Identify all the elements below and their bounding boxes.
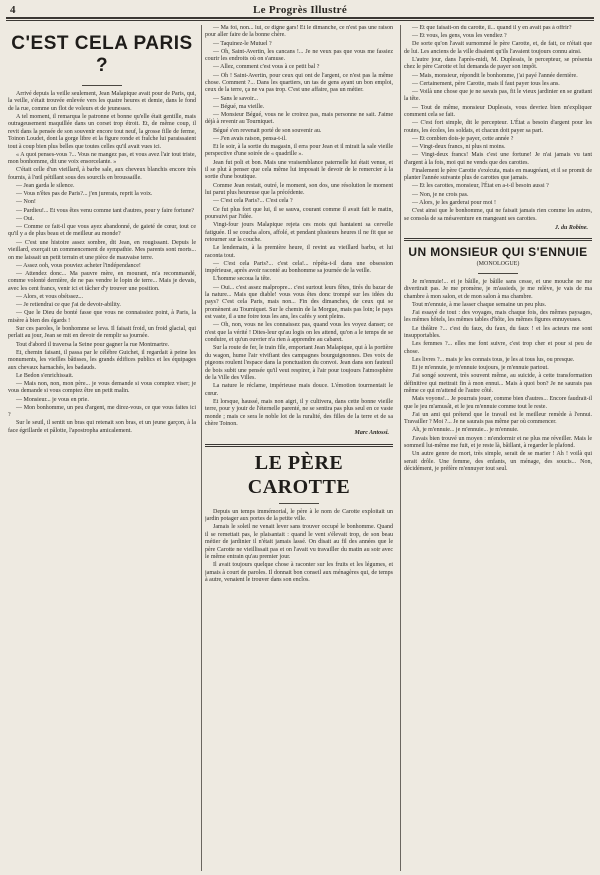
paragraph: Le théâtre ?... c'est du faux, du faux, du faux ! et les acteurs me sont insupportables. (404, 325, 592, 339)
paragraph: Ce fut plus fort que lui, il se sauva, courant comme il avait fait le matin, poursuivi par l'idée. (205, 206, 393, 220)
paragraph: Ah, je m'ennuie... je m'ennuie... je m'ennuie. (412, 427, 519, 434)
paragraph: — J'en avais raison, pensa-t-il. (213, 135, 287, 142)
paragraph: Tout d'abord il traversa la Seine pour gagner la rue Montmartre. (16, 341, 170, 348)
paragraph: — Que le Dieu de bonté fasse que vous ne connaissiez point, à Paris, la misère à bien des égards ! (8, 310, 196, 324)
paragraph: — Mais, monsieur, répondit le bonhomme, j'ai payé l'année dernière. (412, 72, 578, 79)
paragraph: — C'est fort simple, dit le percepteur. L'État a besoin d'argent pour les routes, les écoles, les soldats, et chacun doit payer sa part. (404, 120, 592, 134)
paragraph: J'ai songé souvent, très souvent même, au suicide, à cette transformation définitive qui mettrait fin à mon ennui... Mais à quoi bon? Je ne saurais pas même ce qui m'attend de l'autre côté. (404, 373, 592, 394)
article-1-body-part-1 (8, 91, 196, 435)
masthead-title: Le Progrès Illustré (252, 4, 348, 16)
paragraph: « A quoi penses-vous ?... Vous ne mangez pas, et vous avez l'air tout triste, mon bonhomme, dit une voix ensorcelante. » (8, 151, 196, 166)
paragraph: — Et combien dois-je payer, cette année ? (412, 135, 514, 142)
paragraph: — Sans le savoir... (213, 95, 258, 102)
article-1-body-part-2 (205, 25, 393, 428)
paragraph: — Vingt-deux francs, ni plus ni moins. (412, 144, 506, 151)
title-rule (478, 273, 518, 274)
paragraph: — Non, je ne crois pas. (412, 191, 469, 198)
paragraph: Bégué s'en revenait porté de son souvenir au. (213, 127, 322, 134)
paragraph: — Assez ooh, vous pouviez acheter l'indépendance! (16, 262, 141, 269)
paragraph: La nature le réclame, impérieuse mais douce. L'émotion tourmentait le cœur. (205, 383, 393, 397)
article-2-body-part-2 (404, 25, 592, 223)
paragraph: Le lendemain, à la première heure, il revint au vieillard barbu, et lui raconta tout. (205, 245, 393, 259)
title-rule (82, 85, 122, 86)
article-3-deck: (MONOLOGUE) (476, 261, 520, 268)
paragraph: Les livres ?... mais je les connais tous, je les ai tous lus, ou presque. (412, 356, 575, 363)
paragraph: Les femmes ?... elles me font suivre, c'est trop cher et pour si peu de chose. (404, 341, 592, 355)
paragraph: Comme Jean restait, outré, le moment, son dos, une résolution le moment lui parut plus heureuse que la précédente. (205, 182, 393, 197)
paragraph: — Pardieu!... Et vous êtes venu comme tant d'autres, pour y faire fortune? (16, 207, 195, 214)
paragraph: — Voilà une chose que je ne savais pas, fit le vieux jardinier en se grattant la tête. (404, 89, 592, 103)
paragraph: — Oui. (16, 215, 34, 222)
column-divider (400, 25, 401, 871)
paragraph: Sur le seuil, il sentit un bras qui retenait son bras, et un jeune garçon, à la face égrillarde et pâlotte, l'apostropha amicalement. (8, 420, 196, 434)
paragraph: — Ma foi, non... lui, ce digne gars! Et le dimanche, ce n'est pas une raison pour aller faire de la bonne chère. (205, 25, 393, 39)
paragraph: Arrivé depuis la veille seulement, Jean Malapique avait pour de Paris, qui, la veille, s'était trouvée enlevée vers les quatre heures et demie, dans le fond de la rue, comme un flot de voleurs et de jeunesses. (8, 91, 196, 112)
paragraph: Jamais le soleil ne venait lever sans trouver occupé le bonhomme. Quand il se remettait pas, le plaisantait : quand le vent s'élevait trop, de son beau métier de jardinier il n'était jamais lassé. On disait au fil des années que le père Carotte ne vieillissait pas et on l'avait vu travailler du matin au soir avec le même entrain qu'au premier jour. (205, 524, 393, 561)
article-separator (404, 238, 592, 241)
paragraph: — Monsieur... je vous en prie. (16, 396, 89, 403)
paragraph: — Mon bonhomme, un peu d'argent, me direz-vous, ce que vous faites ici ? (8, 404, 196, 419)
paragraph: Finalement le père Carotte s'exécuta, mais en maugréant, et il se promit de planter l'année suivante plus de carottes que jamais. (404, 167, 592, 182)
paragraph: L'autre jour, dans l'après-midi, M. Duplessis, le percepteur, se présenta chez le père Carotte et lui demanda de payer son impôt. (404, 57, 592, 71)
paragraph: — Et que faisait-on du carotte, il... quand il y en avait pas à offrir? (412, 25, 572, 31)
paragraph: — Et les carottes, monsieur, l'État en a-t-il besoin aussi ? (412, 183, 549, 190)
paragraph: — Alors, et vous obéissez... (16, 293, 83, 300)
paragraph: — Mais non, non, mon père... je vous demande si vous comptez viser; je vous demande si vous comptez être un petit malin. (8, 380, 196, 395)
paragraph: — Certainement, père Carotte, mais il faut payer tous les ans. (412, 80, 560, 87)
paragraph: — Monsieur Bégué, vous ne le croirez pas, mais personne ne sait. J'aime déjà à revenir au Tourniquet. (205, 112, 393, 126)
column-3 (404, 25, 592, 871)
paragraph: Jean fut poli et bon. Mais une vraisemblance paternelle lui était venue, et il se plut à penser que cela même lui imposait le devoir de le remercier à la sortie d'une boutique. (205, 159, 393, 181)
columns-container (8, 25, 592, 871)
column-2 (205, 25, 393, 871)
paragraph: Tout m'ennuie, à me lasser chaque semaine un peu plus. (412, 301, 547, 308)
article-1-signature: Marc Antossi. (354, 430, 389, 437)
paragraph: J'avais bien trouvé un moyen : m'endormir et ne plus me réveiller. Mais le sommeil lui-même me fuit, et je reste là, bâillant, à regarder le plafond. (404, 435, 592, 450)
paragraph: — Taquinez-le Mutuel ? (213, 40, 272, 47)
paragraph: L'homme secoua la tête. (213, 276, 272, 283)
paragraph: — C'est cela Paris?... c'est cela!... répéta-t-il dans une obsession impérieuse, après avoir raconté au bonhomme sa journée de la veille. (205, 260, 393, 275)
paragraph: — Je retiendrai ce que j'ai de devoir-ability. (16, 302, 121, 309)
paragraph: — Oui... c'est assez malpropre... c'est surtout leurs fêtes, tirés du bazar de la nature... Mais que diable! vous vous êtes donc trompé sur les idées du pays? C'est cela Paris, mais non... Fin des dimanches, de ceux qui se promènent au Tourniquet. Sur le chemin de la Morgue, mais pas loin; le pays est vaste, il a une foire tous les ans, les cafés y sont pleins. (205, 284, 393, 321)
paragraph: — Tout de même, monsieur Duplessis, vous devriez bien m'expliquer comment cela se fait. (404, 104, 592, 119)
paragraph: De sorte qu'on l'avait surnommé le père Carotte, et, de fait, ce n'était que de lui. Les anciens de la ville disaient qu'ils l'avaient toujours connu ainsi. (404, 41, 592, 55)
paragraph: Et je m'ennuie, je m'ennuie toujours, je m'ennuie partout. (412, 364, 549, 371)
paragraph: — C'est une histoire assez sombre, dit Jean, en rougissant. Depuis le vieillard, exerçait un commencement de sympathie. Mes parents sont morts... on me laissait un petit terrain et une pièce de mauvaise terre. (8, 239, 196, 261)
column-divider (201, 25, 202, 871)
article-separator (205, 444, 393, 447)
paragraph: Et lorsque, haussé, mais non aigri, il y cultivera, dans cette bonne vieille terre, pour y jouir de l'éternelle parenté, ne se sentira pas plus seul en ce vaste monde ; mais ce sera le noble lot de la ruralité, des filles de la terre et de sa chère Toinon. (205, 398, 393, 428)
paragraph: C'était celle d'un vieillard, à barbe sale, aux cheveux blanchis encore très fournis, à l'œil pétillant sous des sourcils en broussaille. (8, 167, 196, 181)
paragraph: — Oh, Saint-Avertin, les cancans !... Je ne veux pas que vous me fassiez courir les endroits où on s'amuse. (205, 48, 393, 63)
paragraph: — Attendez donc... Ma pauvre mère, en mourant, m'a recommandé, comme volonté dernière, de ne pas vendre le lopin de terre... Mais je devais, avec les cent francs, venir ici et tâcher d'y trouver une position. (8, 270, 196, 292)
paragraph: Depuis un temps immémorial, le père à le nom de Carotte exploitait un jardin potager aux portes de la petite ville. (205, 508, 393, 523)
paragraph: J'ai essayé de tout : des voyages, mais chaque fois, des mêmes paysages, les mêmes hôtels, les mêmes tables d'hôte, les mêmes figures ennuyeuses. (404, 309, 592, 324)
paragraph: — C'est cela Paris?... C'est cela ? (213, 198, 293, 205)
paragraph: — Jean garda le silence. (16, 183, 75, 190)
paragraph: Sur la route de fer, le train file, emportant Jean Malapique, qui à la portière du wagon, hume l'air vivifiant des campagnes bourguignonnes. Des voix de pigeons roulent l'espace dans la ponctuation du convoi. Jean dans son fauteuil de bois subit une pensée qu'il veut respirer, à l'air pour toujours l'atmosphère de la Ville des Villes. (205, 345, 393, 382)
column-1 (8, 25, 196, 871)
paragraph: — Vingt-deux francs! Mais c'est une fortune! Je n'ai jamais vu tant d'argent à la fois, moi qui ne vends que des carottes. (404, 152, 592, 166)
paragraph: — Non! (16, 199, 36, 206)
paragraph: — Allez, comment c'est vous à ce petit bal ? (213, 64, 320, 71)
article-1-title: C'EST CELA PARIS ? (11, 33, 193, 76)
paragraph: J'ai un ami qui prétend que le travail est le meilleur remède à l'ennui. Travailler ? Moi ?... Je ne saurais pas même par où commencer. (404, 411, 592, 426)
paragraph: — Et vous, les gens, vous les vendiez ? (412, 33, 507, 40)
article-2-body-part-1 (205, 509, 393, 585)
article-3-title: UN MONSIEUR QUI S'ENNUIE (408, 245, 588, 260)
article-2-title: LE PÈRE CAROTTE (247, 451, 351, 498)
paragraph: Le Bedon s'enrichissait. (16, 372, 74, 379)
page-number: 4 (10, 4, 16, 16)
header-rule-thin (6, 20, 594, 21)
paragraph: — Alors, je les garderai pour moi ! (412, 199, 496, 206)
paragraph: — Comme ce fait-il que vous ayez abandonné, de gaieté de cœur, tout ce qu'il y a de plus beau et de meilleur au monde? (8, 224, 196, 238)
title-rule (279, 503, 319, 504)
paragraph: C'est ainsi que le bonhomme, qui ne faisait jamais rien comme les autres, se consola de sa mésaventure en mangeant ses carottes. (404, 208, 592, 222)
paragraph: Un autre genre de mort, très simple, serait de se marier ! Ah ! voilà qui serait drôle. Une femme, des enfants, un ménage, des soucis... Non, décidément, je préfère m'ennuyer tout seul. (404, 451, 592, 473)
paragraph: Mais voyons!... Je pourrais jouer, comme bien d'autres... Encore faudrait-il que le jeu m'amusât, et le jeu m'ennuie comme tout le reste. (404, 396, 592, 410)
paragraph: Et, chemin faisant, il passa par le célèbre Guichet, il regardait à peine les monuments, les vieilles bâtisses, les grands édifices publics et les équipages aux chevaux harnachés, les badauds. (8, 349, 196, 371)
paragraph: — Oh ! Saint-Avertin, pour ceux qui ont de l'argent, ce n'est pas la même chose. Comment ?... Dans les quartiers, un tas de gens ayant un bon emploi, ceux de la terre, ça ne va pas trop. C'est une affaire, pas un métier. (205, 72, 393, 94)
paragraph: Vingt-four jours Malapique rejeta ces mots qui hantaient sa cervelle fatiguée. Il se coucha alors, affolé, et pendant plusieurs heures il ne fit que se retourner sur la couche. (205, 222, 393, 243)
paragraph: A tel moment, il remarqua le patronne et bonne qu'elle était gentille, mais outrageusement maquillée dans un corset trop étroit. Et, de même coup, il revit dans la pensée de son souvenir encore tout neuf, la grosse fille de ferme, Toinon Loudet, dont la gorge libre et la figure ronde et fraîche lui paraissaient tout à coup bien plus belles que toutes celles qu'il avait vues ici. (8, 114, 196, 150)
article-3-body (404, 279, 592, 474)
page-header (6, 4, 594, 18)
paragraph: Je m'ennuie!... et je bâille, je bâille sans cesse, et une mouche ne me divertirait pas. Je me promène, je m'assieds, je me relève, je vais de ma chambre à mon salon, et de mon salon à ma chambre. (404, 278, 592, 300)
paragraph: — Oh, non, vous ne les connaissez pas, quand vous les voyez danser; ce n'est que la vérité ! Dites-leur qu'au logis on les attend, qu'on a le temps de se conduire, et qu'un ouvrier n'a rien à apprendre au cabaret. (205, 322, 393, 344)
article-2-signature: J. du Robine. (554, 224, 588, 231)
paragraph: — Vous n'êtes pas de Paris?... j'en jurerais, reprit la voix. (16, 191, 153, 198)
header-rule (6, 17, 594, 19)
paragraph: Et le soir, à la sortie du magasin, il erra pour Jean et il mirait la sale vieille perspective d'une soirée de « quadrille ». (205, 144, 393, 158)
paragraph: — Bégué, ma vieille. (213, 103, 265, 110)
paragraph: Sur ces paroles, le bonhomme se leva. Il faisait froid, un froid glacial, qui perlait au jour, Jean se mit en devoir de remplir sa journée. (8, 325, 196, 340)
paragraph: Il avait toujours quelque chose à raconter sur les fruits et les légumes, et jamais à court de paroles. Il donnait bon conseil aux ménagères qui, de temps à autre, venaient le trouver dans son enclos. (205, 562, 393, 584)
